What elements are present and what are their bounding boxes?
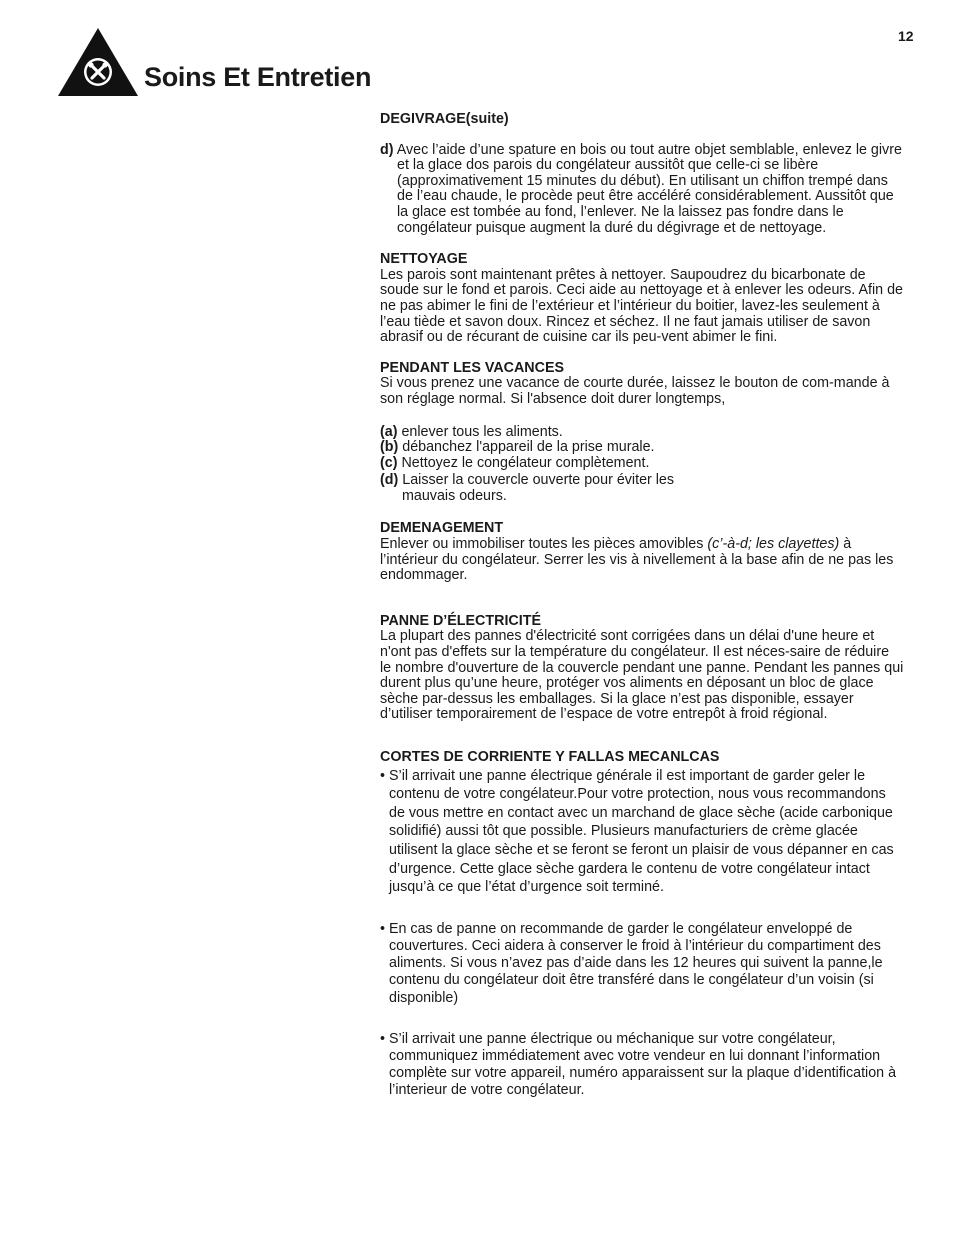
vacances-text: Si vous prenez une vacance de courte durée, laissez le bouton de com-mande à son réglage normal. Si l'absence doit durer longtemps, <box>380 375 890 407</box>
list-label: (c) <box>380 454 398 471</box>
heading-vacances: PENDANT LES VACANCES <box>380 359 565 376</box>
text-after: à l’intérieur du congélateur. Serrer les vis à nivellement à la base afin de ne pas les endommager. <box>380 536 894 584</box>
page-number: 12 <box>898 28 914 44</box>
section-degivrage <box>380 112 904 236</box>
heading-cortes: CORTES DE CORRIENTE Y FALLAS MECANLCAS <box>380 749 720 765</box>
degivrage-item <box>380 143 904 237</box>
heading-nettoyage: NETTOYAGE <box>380 251 468 268</box>
heading-panne: PANNE D’ÉLECTRICITÉ <box>380 612 541 629</box>
list-text: débanchez l'appareil de la prise murale. <box>402 439 655 456</box>
heading-demenagement: DEMENAGEMENT <box>380 520 504 537</box>
section-nettoyage <box>380 252 904 346</box>
list-item <box>380 473 904 489</box>
list-label: (b) <box>380 439 399 456</box>
list-item <box>380 425 904 441</box>
demenagement-text <box>380 537 904 584</box>
section-vacances <box>380 361 904 505</box>
item-text: Avec l’aide d’une spature en bois ou tout autre objet semblable, enlevez le givre et la glace dos parois du congélateur aussitôt que celle-ci se libère (approximativement 15 minutes du début). En utilisant un chiffon trempé dans de l’eau chaude, le procède peut être accéléré considérablement. Aussitôt que la glace est tombée au fond, l’enlever. Ne la laissez pas fondre dans le congélateur puisque augment la duré du dégivrage et de nettoyage. <box>396 141 902 236</box>
section-panne <box>380 614 904 723</box>
list-item-continuation: mauvais odeurs. <box>402 487 507 504</box>
list-item <box>380 440 904 456</box>
list-text: Nettoyez le congélateur complètement. <box>401 454 650 471</box>
list-label: (a) <box>380 423 398 440</box>
vacances-list <box>380 425 904 505</box>
text-before: Enlever ou immobiliser toutes les pièces amovibles <box>380 536 708 553</box>
list-text: Laisser la couvercle ouverte pour éviter les <box>402 472 675 489</box>
text-italic: (c’-à-d; les clayettes) <box>707 536 840 553</box>
bullet-item: • En cas de panne on recommande de garder le congélateur enveloppé de couvertures. Ceci aidera à conserver le froid à l’intérieur du compartiment des aliments. Si vous n’avez pas d’aide dans les 12 heures qui suivent la panne,le contenu du congélateur doit être transféré dans le congélateur d’un voisin (si disponible) <box>380 920 883 1006</box>
nettoyage-text: Les parois sont maintenant prêtes à nettoyer. Saupoudrez du bicarbonate de soude sur le fond et parois. Ceci aide au nettoyage et à enlever les odeurs. Afin de ne pas abimer le fini de l’extérieur et l’intérieur du boitier, lavez-les seulement à l’eau tiède et savon doux. Rincez et séchez. Il ne faut jamais utiliser de savon abrasif ou de récurant de cuisine car ils peu-vent abimer le fini. <box>380 266 903 346</box>
section-cortes <box>380 750 904 1100</box>
list-item <box>380 456 904 472</box>
panne-text: La plupart des pannes d'électricité sont corrigées dans un délai d'une heure et n'ont pas d'effets sur la température du congélateur. Il est néces-saire de réduire le nombre d'ouverture de la couvercle pendant une panne. Pendant les pannes qui durent plus qu’une heure, protéger vos aliments en déposant un bloc de glace sèche par-dessus les emballages. Si la glace n’est pas disponible, essayer d’utiliser temporairement de l’espace de votre entrepôt à froid régional. <box>380 628 904 723</box>
section-demenagement <box>380 521 904 583</box>
heading-degivrage: DEGIVRAGE(suite) <box>380 111 509 127</box>
page-title: Soins Et Entretien <box>144 62 372 92</box>
bullet-item: • S’il arrivait une panne électrique générale il est important de garder geler le contenu de votre congélateur.Pour votre protection, nous vous recommandons de vous mettre en contact avec un marchand de glace sèche (acide carbonique solidifié) aussi tôt que possible. Plusieurs manufacturiers de crème glacée utilisent la glace sèche et se feront se feront un plaisir de vous dépanner en cas d’urgence. Cette glace sèche gardera le contenu de votre congélateur intact jusqu’à ce que l’état d’urgence soit terminé. <box>380 767 894 896</box>
list-text: enlever tous les aliments. <box>401 423 563 440</box>
main-content <box>380 112 904 1100</box>
list-label: (d) <box>380 472 399 489</box>
bullet-item: • S’il arrivait une panne électrique ou méchanique sur votre congélateur, communiquez immédiatement avec votre vendeur en lui donnant l’information complète sur votre appareil, numéro apparaissent sur la plaque d’identification à l’interieur de votre congélateur. <box>380 1030 897 1099</box>
tools-icon <box>57 27 139 97</box>
item-label: d) <box>380 141 394 158</box>
